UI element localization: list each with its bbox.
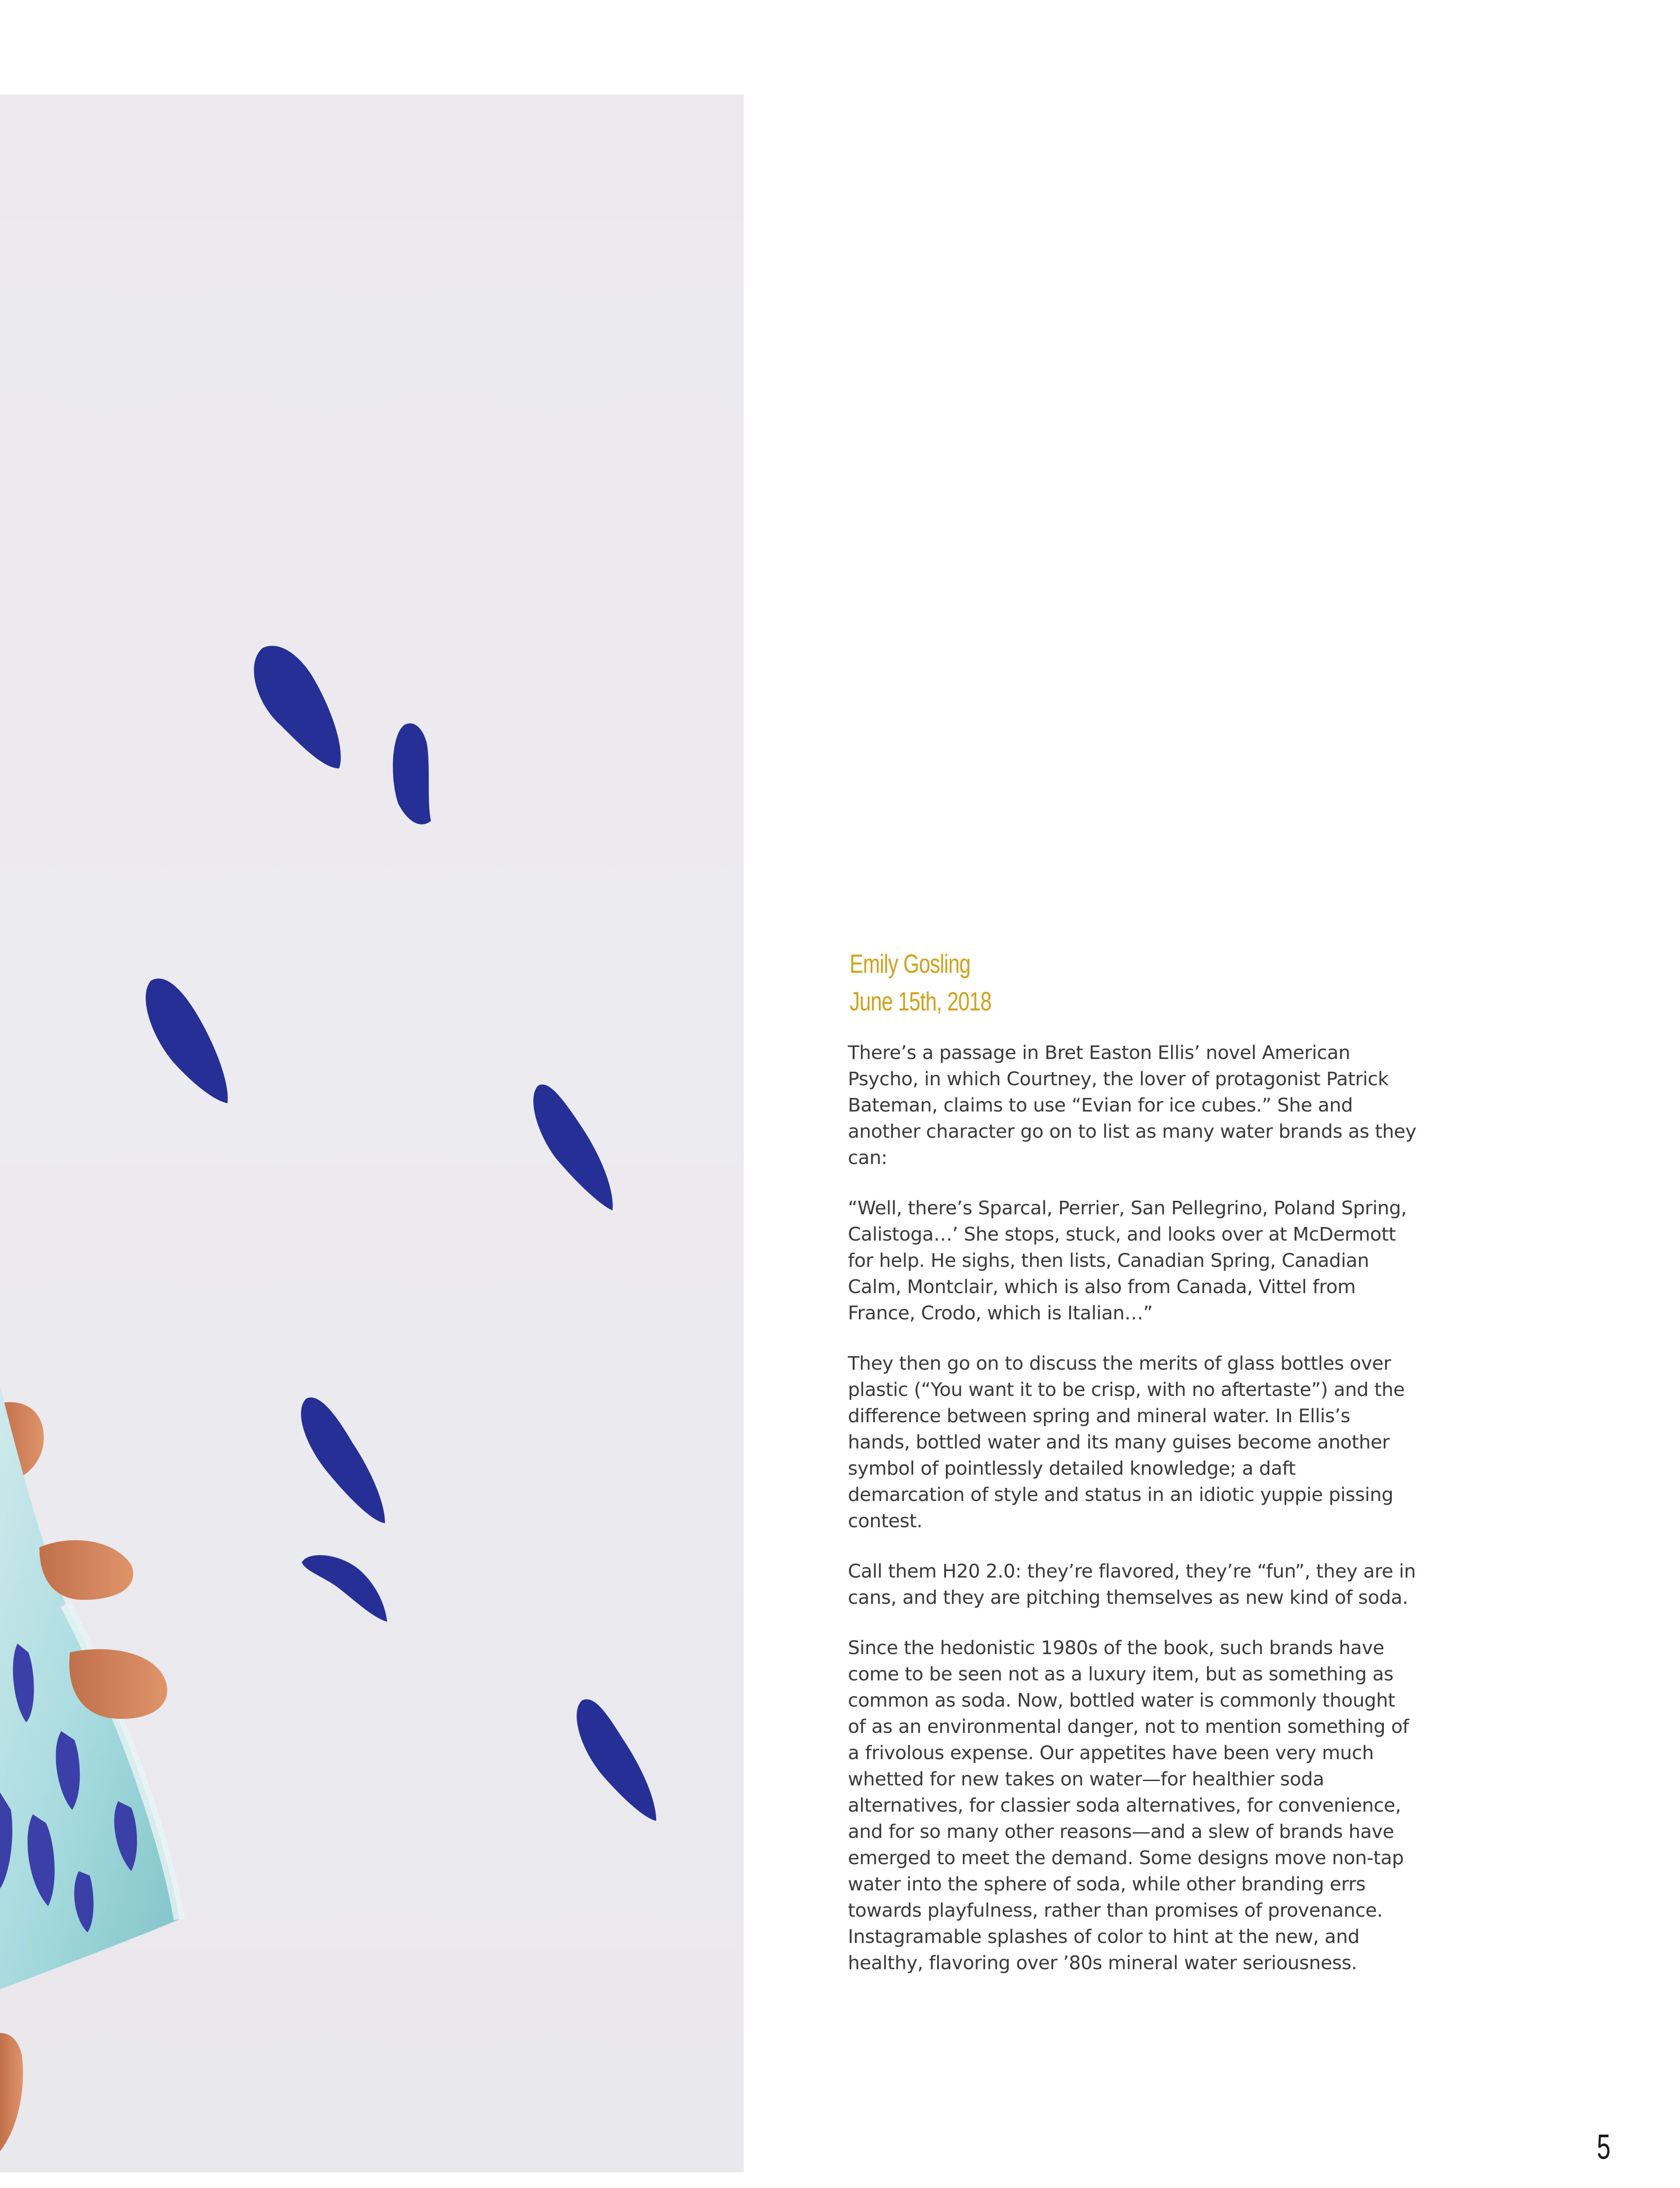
article-paragraph-2: “Well, there’s Sparcal, Perrier, San Pellegrino, Poland Spring, Calistoga…’ She stops, stuck, and looks over at McDermott for help. He sighs, then lists, Canadian Spring, Canadian Calm, Montclair, which is also from Canada, Vittel from France, Crodo, which is Italian…”: [848, 1197, 1407, 1324]
article-paragraph-3: They then go on to discuss the merits of glass bottles over plastic (“You want it to be crisp, with no aftertaste”) and the difference between spring and mineral water. In Ellis’s hands, bottled water and its many guises become another symbol of pointlessly detailed knowledge; a daft demarcation of style and status in an idiotic yuppie pissing contest.: [848, 1353, 1405, 1532]
brush-stroke: [533, 1084, 612, 1210]
brush-strokes: [146, 646, 656, 1821]
page-number: 5: [1597, 2127, 1611, 2166]
hero-photo: [0, 95, 744, 2172]
author-name: Emily Gosling: [850, 949, 970, 978]
brush-stroke: [146, 978, 228, 1103]
brush-stroke: [254, 646, 341, 768]
photo-illustration: [0, 95, 744, 2172]
hand-holding-can: [0, 1385, 179, 2151]
brush-stroke: [393, 723, 431, 824]
publish-date: June 15th, 2018: [850, 987, 991, 1016]
article-paragraph-4: Call them H20 2.0: they’re flavored, they’re “fun”, they are in cans, and they are pitching themselves as new kind of soda.: [848, 1560, 1416, 1609]
brush-stroke: [301, 1398, 385, 1523]
article-paragraph-5: Since the hedonistic 1980s of the book, such brands have come to be seen not as a luxury item, but as something as common as soda. Now, bottled water is commonly thought of as an environmental danger, not to mention something of a frivolous expense. Our appetites have been very much whetted for new takes on water—for healthier soda alternatives, for classier soda alternatives, for convenience, and for so many other reasons—and a slew of brands have emerged to meet the demand. Some designs move non-tap water into the sphere of soda, while other branding errs towards playfulness, rather than promises of provenance. Instagramable splashes of color to hint at the new, and healthy, flavoring over ’80s mineral water seriousness.: [848, 1637, 1409, 1974]
brush-stroke: [577, 1699, 656, 1821]
article-paragraph-1: There’s a passage in Bret Easton Ellis’ novel American Psycho, in which Courtney, the lover of protagonist Patrick Bateman, claims to use “Evian for ice cubes.” She and another character go on to list as many water brands as they can:: [848, 1042, 1417, 1169]
article: [848, 945, 1417, 2000]
brush-stroke: [302, 1555, 387, 1622]
byline: [850, 945, 1292, 1020]
